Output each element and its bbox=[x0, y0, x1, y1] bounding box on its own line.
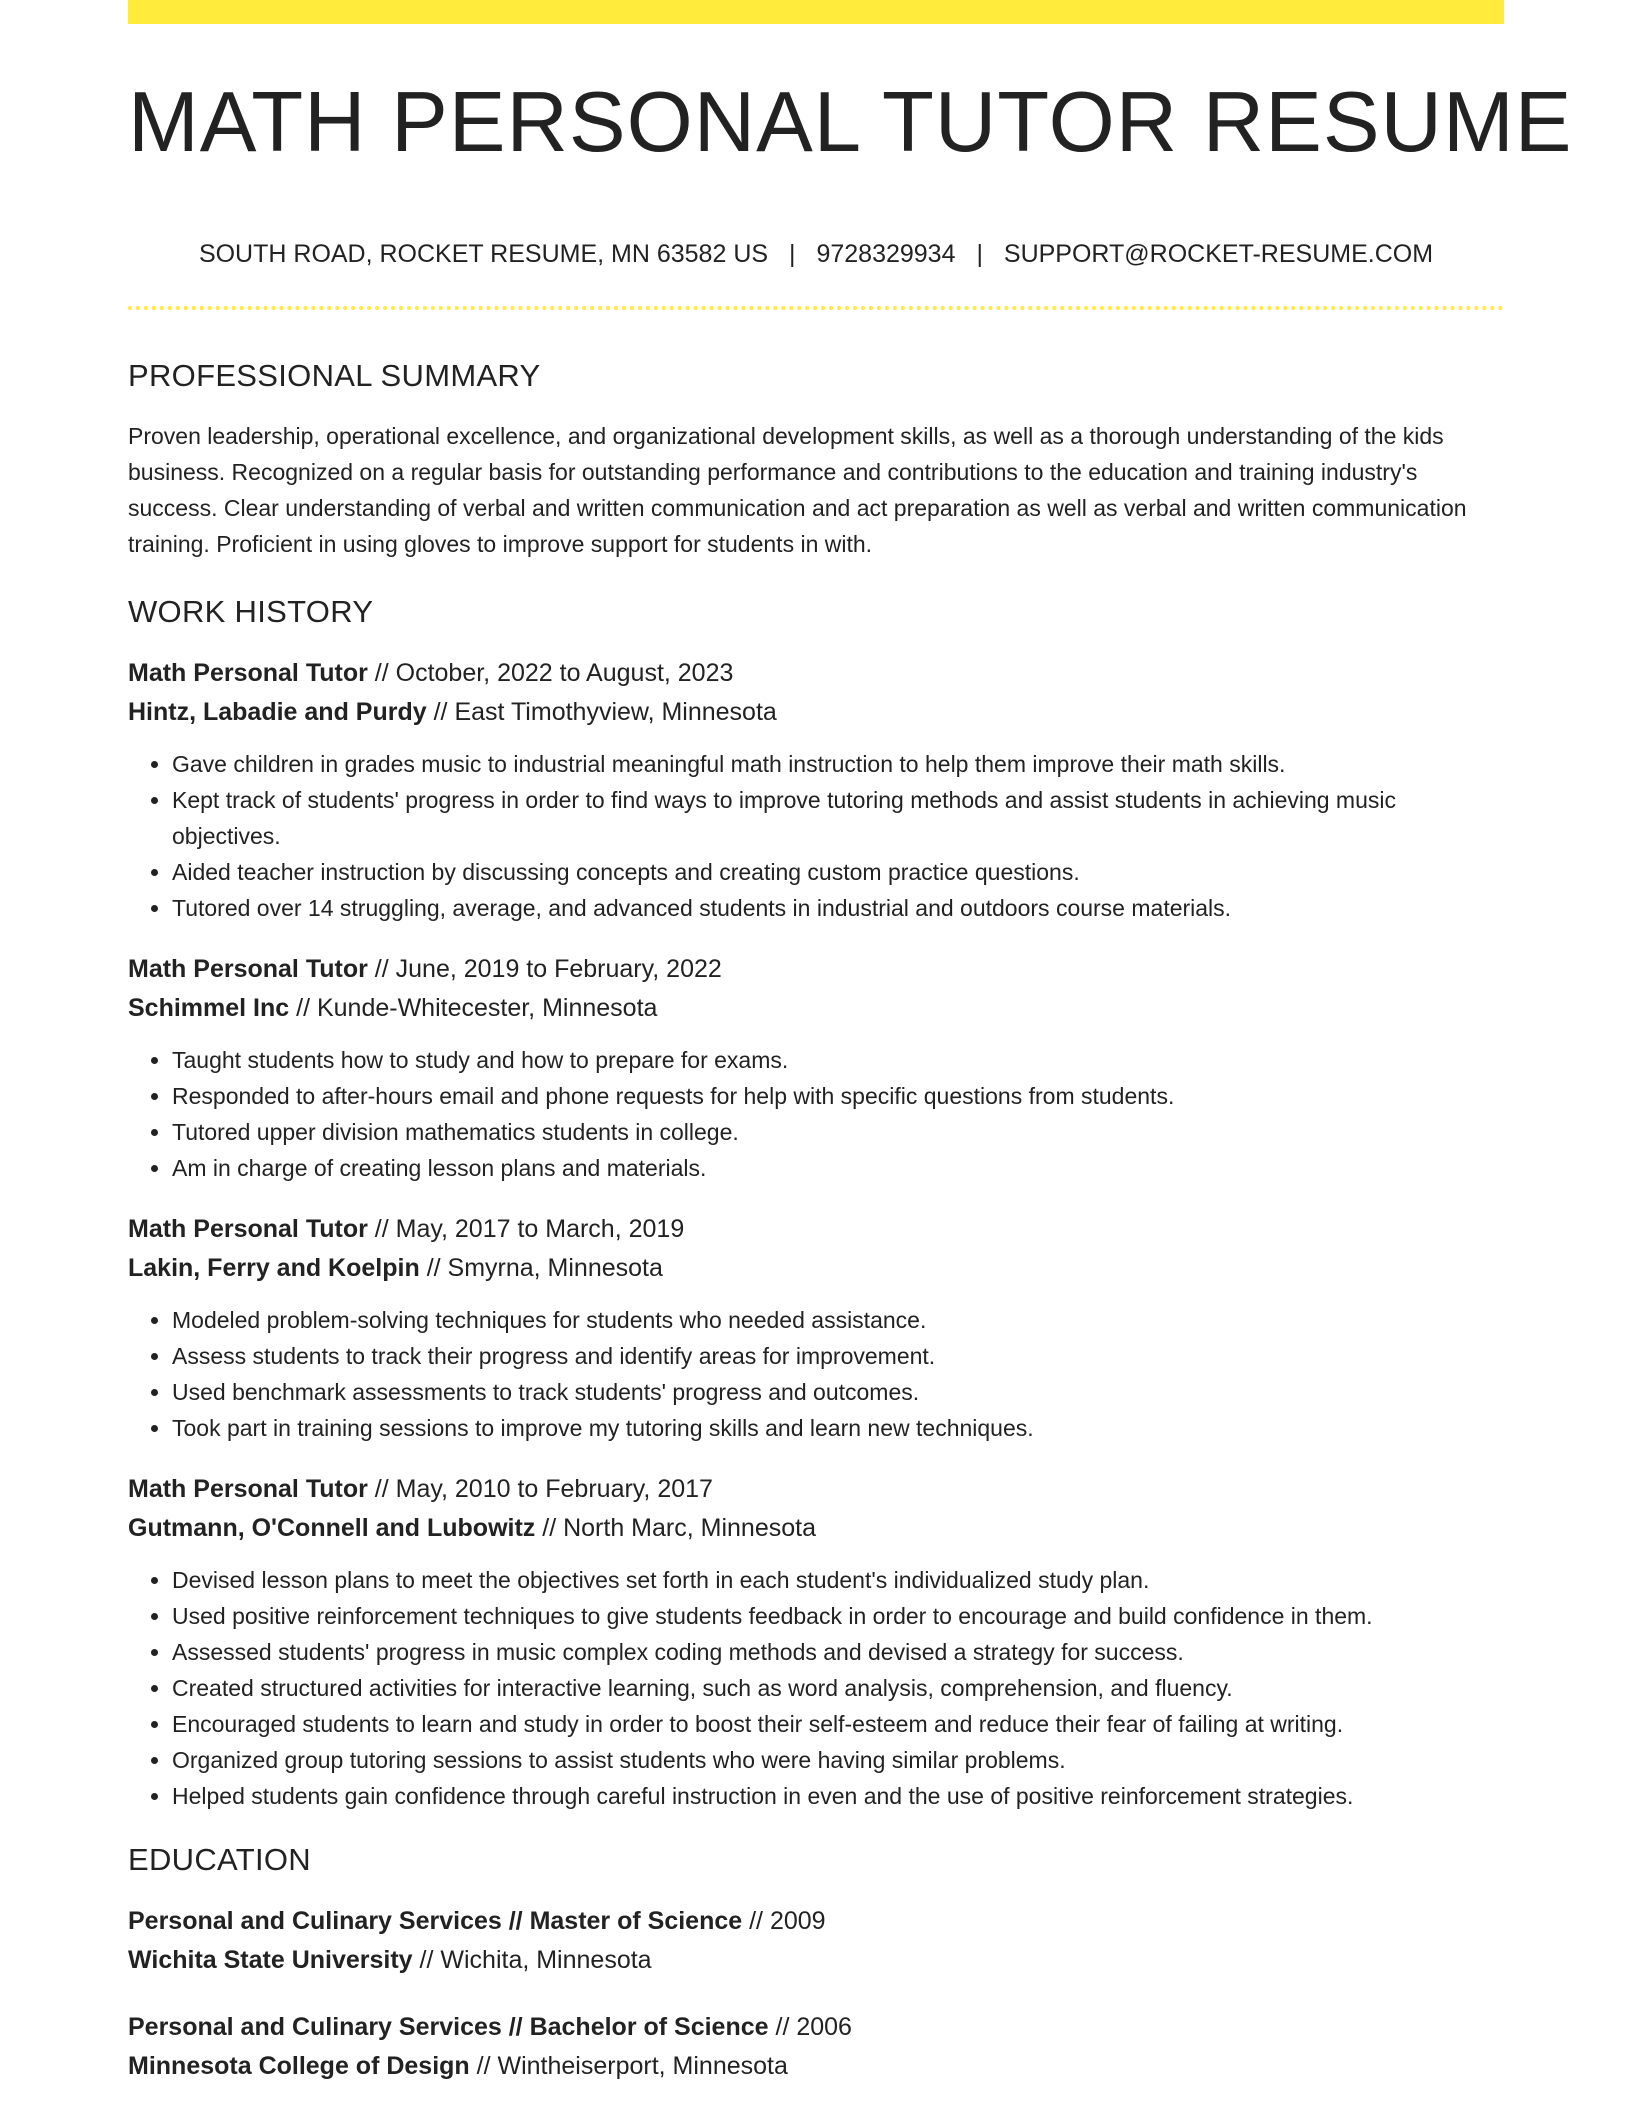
contact-separator: | bbox=[976, 240, 983, 268]
education-section bbox=[128, 1838, 1504, 2086]
job-entry bbox=[128, 950, 1504, 1186]
job-title: Math Personal Tutor bbox=[128, 1475, 368, 1503]
education-school-line bbox=[128, 1941, 1504, 1980]
accent-top-bar bbox=[128, 0, 1504, 24]
education-entry bbox=[128, 1902, 1504, 1980]
job-title: Math Personal Tutor bbox=[128, 659, 368, 687]
job-bullet: • Tutored over 14 struggling, average, and advanced students in industrial and outdoors course materials. bbox=[172, 890, 1504, 926]
job-dates: // June, 2019 to February, 2022 bbox=[374, 955, 722, 983]
resume-title: MATH PERSONAL TUTOR RESUME bbox=[128, 75, 1573, 170]
education-degree-line bbox=[128, 1902, 1504, 1941]
education-degree: Personal and Culinary Services // Master of Science bbox=[128, 1907, 743, 1935]
work-history-heading: WORK HISTORY bbox=[128, 594, 374, 629]
education-year: // 2009 bbox=[749, 1907, 826, 1935]
job-bullet: • Used benchmark assessments to track students' progress and outcomes. bbox=[172, 1374, 1504, 1410]
education-location: // Wichita, Minnesota bbox=[419, 1946, 652, 1974]
job-company-line bbox=[128, 989, 1504, 1028]
job-bullet: • Took part in training sessions to improve my tutoring skills and learn new techniques. bbox=[172, 1410, 1504, 1446]
education-heading: EDUCATION bbox=[128, 1842, 311, 1877]
job-bullets bbox=[128, 746, 1504, 926]
education-entry bbox=[128, 2008, 1504, 2086]
job-dates: // May, 2010 to February, 2017 bbox=[374, 1475, 713, 1503]
job-entry bbox=[128, 1470, 1504, 1814]
job-bullets bbox=[128, 1562, 1504, 1814]
job-title: Math Personal Tutor bbox=[128, 1215, 368, 1243]
job-bullet: • Assessed students' progress in music complex coding methods and devised a strategy for success. bbox=[172, 1634, 1504, 1670]
job-bullet: • Encouraged students to learn and study in order to boost their self-esteem and reduce their fear of failing at writing. bbox=[172, 1706, 1504, 1742]
job-bullet: • Taught students how to study and how to prepare for exams. bbox=[172, 1042, 1504, 1078]
job-bullet: • Gave children in grades music to industrial meaningful math instruction to help them improve their math skills. bbox=[172, 746, 1504, 782]
contact-phone: 9728329934 bbox=[816, 240, 956, 268]
job-company-line bbox=[128, 1249, 1504, 1288]
job-bullets bbox=[128, 1302, 1504, 1446]
summary-text: Proven leadership, operational excellence, and organizational development skills, as well as a thorough understanding of the kids business. Recognized on a regular basis for outstanding performance and contributions to the education and training industry's success. Clear understanding of verbal and written communication and act preparation as well as verbal and written communication training. Proficient in using gloves to improve support for students in with. bbox=[128, 423, 1467, 557]
job-entry bbox=[128, 654, 1504, 926]
job-title-line bbox=[128, 950, 1504, 989]
contact-separator: | bbox=[789, 240, 796, 268]
job-bullet: • Modeled problem-solving techniques for students who needed assistance. bbox=[172, 1302, 1504, 1338]
education-degree: Personal and Culinary Services // Bachelor of Science bbox=[128, 2013, 769, 2041]
education-school: Wichita State University bbox=[128, 1946, 413, 1974]
job-title-line bbox=[128, 654, 1504, 693]
job-company: Hintz, Labadie and Purdy bbox=[128, 698, 427, 726]
education-year: // 2006 bbox=[775, 2013, 852, 2041]
job-bullet: • Assess students to track their progress and identify areas for improvement. bbox=[172, 1338, 1504, 1374]
job-bullet: • Devised lesson plans to meet the objectives set forth in each student's individualized study plan. bbox=[172, 1562, 1504, 1598]
job-bullet: • Aided teacher instruction by discussing concepts and creating custom practice questions. bbox=[172, 854, 1504, 890]
job-company: Schimmel Inc bbox=[128, 994, 290, 1022]
job-location: // Smyrna, Minnesota bbox=[426, 1254, 663, 1282]
job-location: // Kunde-Whitecester, Minnesota bbox=[296, 994, 658, 1022]
contact-address: SOUTH ROAD, ROCKET RESUME, MN 63582 US bbox=[198, 240, 769, 268]
job-bullet: • Kept track of students' progress in order to find ways to improve tutoring methods and assist students in achieving music objectives. bbox=[172, 782, 1504, 854]
job-entry bbox=[128, 1210, 1504, 1446]
job-bullets bbox=[128, 1042, 1504, 1186]
job-title-line bbox=[128, 1470, 1504, 1509]
job-dates: // May, 2017 to March, 2019 bbox=[374, 1215, 685, 1243]
dotted-divider bbox=[128, 306, 1504, 310]
job-bullet: • Created structured activities for interactive learning, such as word analysis, comprehension, and fluency. bbox=[172, 1670, 1504, 1706]
job-company: Gutmann, O'Connell and Lubowitz bbox=[128, 1514, 536, 1542]
education-location: // Wintheiserport, Minnesota bbox=[476, 2052, 788, 2080]
job-bullet: • Am in charge of creating lesson plans and materials. bbox=[172, 1150, 1504, 1186]
job-location: // East Timothyview, Minnesota bbox=[433, 698, 777, 726]
contact-line bbox=[128, 240, 1504, 269]
job-bullet: • Helped students gain confidence through careful instruction in even and the use of positive reinforcement strategies. bbox=[172, 1778, 1504, 1814]
job-bullet: • Tutored upper division mathematics students in college. bbox=[172, 1114, 1504, 1150]
education-school: Minnesota College of Design bbox=[128, 2052, 470, 2080]
work-history-section bbox=[128, 590, 1504, 1814]
resume-content bbox=[128, 354, 1504, 2112]
education-school-line bbox=[128, 2047, 1504, 2086]
job-bullet: • Used positive reinforcement techniques to give students feedback in order to encourage and build confidence in them. bbox=[172, 1598, 1504, 1634]
contact-email: SUPPORT@ROCKET-RESUME.COM bbox=[1003, 240, 1434, 268]
job-title-line bbox=[128, 1210, 1504, 1249]
job-company-line bbox=[128, 1509, 1504, 1548]
job-location: // North Marc, Minnesota bbox=[542, 1514, 816, 1542]
job-company-line bbox=[128, 693, 1504, 732]
job-bullet: • Responded to after-hours email and phone requests for help with specific questions from students. bbox=[172, 1078, 1504, 1114]
education-degree-line bbox=[128, 2008, 1504, 2047]
job-company: Lakin, Ferry and Koelpin bbox=[128, 1254, 420, 1282]
job-dates: // October, 2022 to August, 2023 bbox=[374, 659, 734, 687]
job-title: Math Personal Tutor bbox=[128, 955, 368, 983]
summary-heading: PROFESSIONAL SUMMARY bbox=[128, 358, 541, 393]
summary-section bbox=[128, 354, 1504, 562]
job-bullet: • Organized group tutoring sessions to assist students who were having similar problems. bbox=[172, 1742, 1504, 1778]
